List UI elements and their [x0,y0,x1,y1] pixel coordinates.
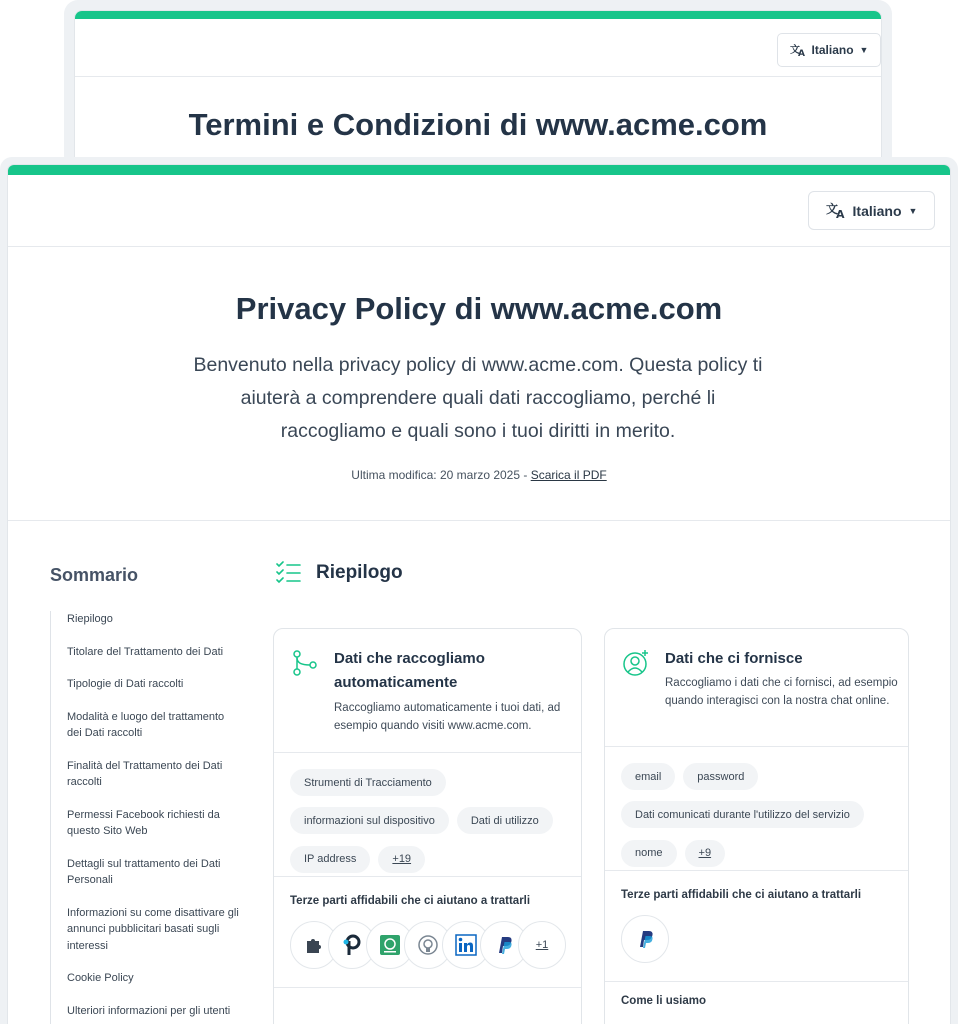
toc-item[interactable]: Cookie Policy [67,972,134,984]
translate-icon [826,202,846,219]
how-we-use-title: Come li usiamo [621,995,706,1007]
toc-item[interactable]: Finalità del Trattamento dei Dati raccolti [67,759,223,788]
page-title: Privacy Policy di www.acme.com [235,291,723,326]
toc-title: Sommario [50,565,139,585]
more-chips-button[interactable]: +19 [378,846,425,873]
svg-text:文: 文 [789,45,800,56]
more-chips-button[interactable]: +9 [685,840,726,867]
user-add-icon [623,649,651,677]
data-type-chip[interactable]: email [621,763,675,790]
page-title: Termini e Condizioni di www.acme.com [188,107,768,142]
caret-down-icon: ▼ [908,205,918,216]
table-of-contents [50,611,250,1024]
branch-icon [292,649,318,677]
card-header [274,629,581,753]
accent-bar [75,11,881,19]
accent-bar [8,165,950,175]
toc-item[interactable]: Riepilogo [67,613,113,625]
data-type-chip[interactable]: IP address [290,846,370,873]
third-parties-title: Terze parti affidabili che ci aiutano a trattarli [621,889,862,901]
toc-item[interactable]: Ulteriori informazioni per gli utenti [67,1004,231,1017]
third-party-logos [605,901,908,963]
section-header [276,561,403,585]
svg-text:A: A [797,49,805,57]
header-section [8,247,950,521]
third-parties-title: Terze parti affidabili che ci aiutano a trattarli [290,895,531,907]
toc-item[interactable]: Titolare del Trattamento dei Dati [67,645,224,658]
third-party-logos [274,907,581,969]
data-type-chip[interactable]: Strumenti di Tracciamento [290,769,446,796]
download-pdf-link[interactable]: Scarica il PDF [530,468,607,482]
card-title: Dati che raccogliamo automaticamente [334,650,485,691]
card-header [605,629,908,747]
section-title: Riepilogo [316,562,403,583]
data-type-chip[interactable]: Dati comunicati durante l'utilizzo del servizio [621,801,864,828]
svg-text:文: 文 [825,202,838,216]
toc-item[interactable]: Tipologie di Dati raccolti [67,678,184,690]
data-type-chips [274,753,581,877]
data-type-chip[interactable]: informazioni sul dispositivo [290,807,449,834]
checklist-icon [276,561,302,585]
card-description: Raccogliamo i dati che ci fornisci, ad esempio quando interagisci con la nostra chat online. [665,677,898,707]
toc-item[interactable]: Permessi Facebook richiesti da questo Sito Web [67,808,220,837]
foreground-window [0,157,958,1024]
caret-down-icon: ▼ [859,45,869,55]
translate-icon [790,43,806,57]
language-selector[interactable] [777,33,881,67]
svg-text:A: A [835,208,845,219]
divider [274,987,581,988]
last-modified [8,468,950,482]
language-label: Italiano [811,43,854,57]
toc-item[interactable]: Modalità e luogo del trattamento dei Dati raccolti [67,710,225,739]
auto-collected-data-card [273,628,582,1024]
last-modified-text: Ultima modifica: 20 marzo 2025 - [351,468,531,482]
toolbar [75,19,881,77]
paypal-logo-icon[interactable] [621,915,669,963]
page-description: Benvenuto nella privacy policy di www.acme.com. Questa policy ti aiuterà a comprendere quali dati raccogliamo, perché li raccogliamo e quali sono i tuoi diritti in merito. [193,354,763,442]
data-type-chip[interactable]: Dati di utilizzo [457,807,553,834]
data-type-chips [605,747,908,871]
toolbar [8,175,950,247]
language-label: Italiano [852,202,902,219]
background-window [64,0,892,170]
divider [605,981,908,982]
more-logos-button[interactable]: +1 [518,921,566,969]
foreground-window-content [7,164,951,1024]
card-title: Dati che ci fornisce [665,650,803,667]
language-selector[interactable] [808,191,935,230]
card-description: Raccogliamo automaticamente i tuoi dati, ad esempio quando visiti www.acme.com. [334,702,561,732]
toc-item[interactable]: Informazioni su come disattivare gli annunci pubblicitari basati sugli interessi [67,906,239,952]
data-type-chip[interactable]: nome [621,840,677,867]
background-window-content [74,10,882,170]
data-type-chip[interactable]: password [683,763,758,790]
toc-item[interactable]: Dettagli sul trattamento dei Dati Personali [67,857,221,886]
provided-data-card [604,628,909,1024]
